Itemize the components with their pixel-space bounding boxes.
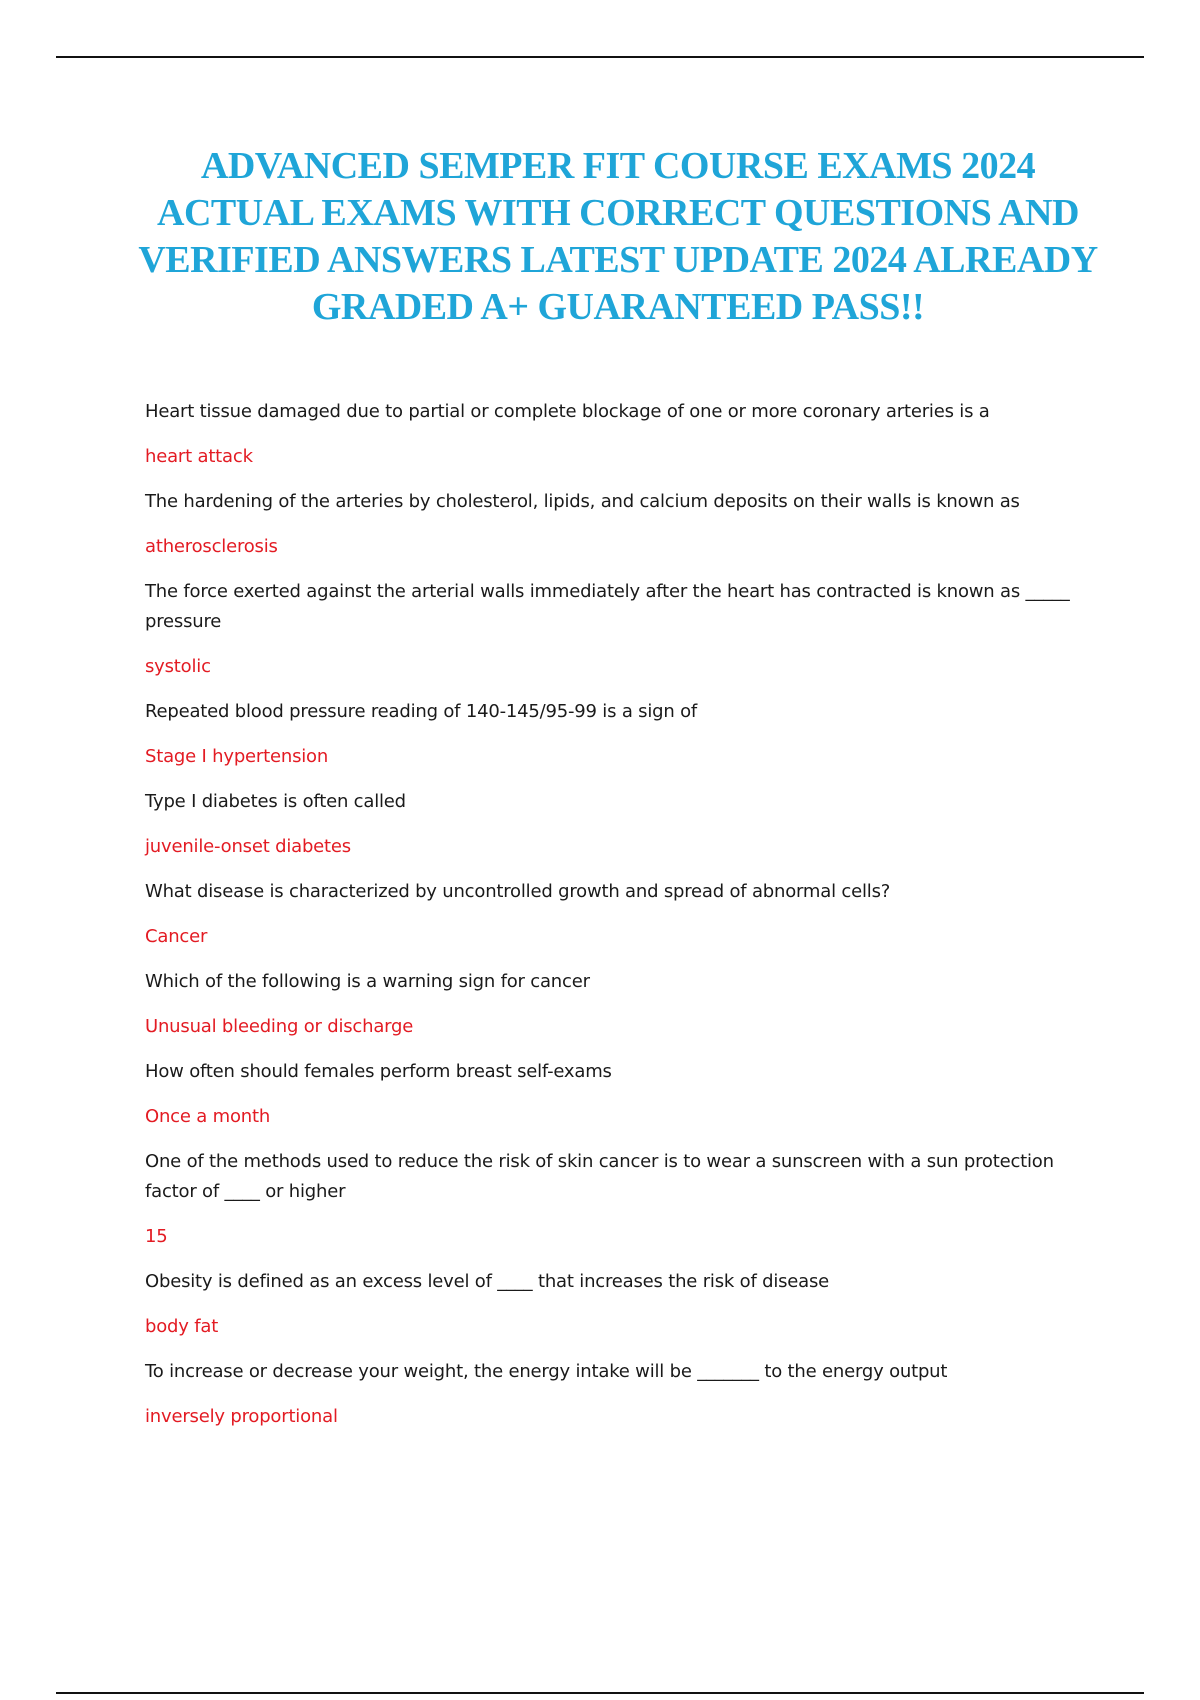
- answer-text: body fat: [145, 1316, 219, 1337]
- question-text: How often should females perform breast self-exams: [145, 1061, 612, 1082]
- question-text: The force exerted against the arterial walls immediately after the heart has contracted is known as _____ pressure: [145, 581, 1070, 632]
- answer-text: systolic: [145, 656, 211, 677]
- question-text: Type I diabetes is often called: [145, 791, 406, 812]
- question-text: One of the methods used to reduce the risk of skin cancer is to wear a sunscreen with a sun protection factor of ____ or higher: [145, 1151, 1054, 1202]
- answer-text: heart attack: [145, 446, 253, 467]
- question-text: What disease is characterized by uncontrolled growth and spread of abnormal cells?: [145, 881, 891, 902]
- question-text: Heart tissue damaged due to partial or complete blockage of one or more coronary arteries is a: [145, 401, 990, 422]
- question-text: To increase or decrease your weight, the energy intake will be _______ to the energy output: [145, 1361, 948, 1382]
- question-text: Repeated blood pressure reading of 140-145/95-99 is a sign of: [145, 701, 698, 722]
- answer-text: Cancer: [145, 926, 208, 947]
- qa-list: [145, 397, 1090, 1447]
- answer-text: atherosclerosis: [145, 536, 278, 557]
- bottom-rule: [56, 1692, 1144, 1694]
- answer-text: Once a month: [145, 1106, 271, 1127]
- document-title: ADVANCED SEMPER FIT COURSE EXAMS 2024 ACTUAL EXAMS WITH CORRECT QUESTIONS AND VERIFIED ANSWERS LATEST UPDATE 2024 ALREADY GRADED A+ GUARANTEED PASS!!: [138, 145, 1098, 328]
- top-rule: [56, 56, 1144, 58]
- answer-text: juvenile-onset diabetes: [145, 836, 351, 857]
- answer-text: Stage I hypertension: [145, 746, 329, 767]
- answer-text: 15: [145, 1226, 168, 1247]
- answer-text: inversely proportional: [145, 1406, 338, 1427]
- answer-text: Unusual bleeding or discharge: [145, 1016, 414, 1037]
- question-text: Which of the following is a warning sign for cancer: [145, 971, 590, 992]
- question-text: Obesity is defined as an excess level of ____ that increases the risk of disease: [145, 1271, 830, 1292]
- question-text: The hardening of the arteries by cholesterol, lipids, and calcium deposits on their walls is known as: [145, 491, 1020, 512]
